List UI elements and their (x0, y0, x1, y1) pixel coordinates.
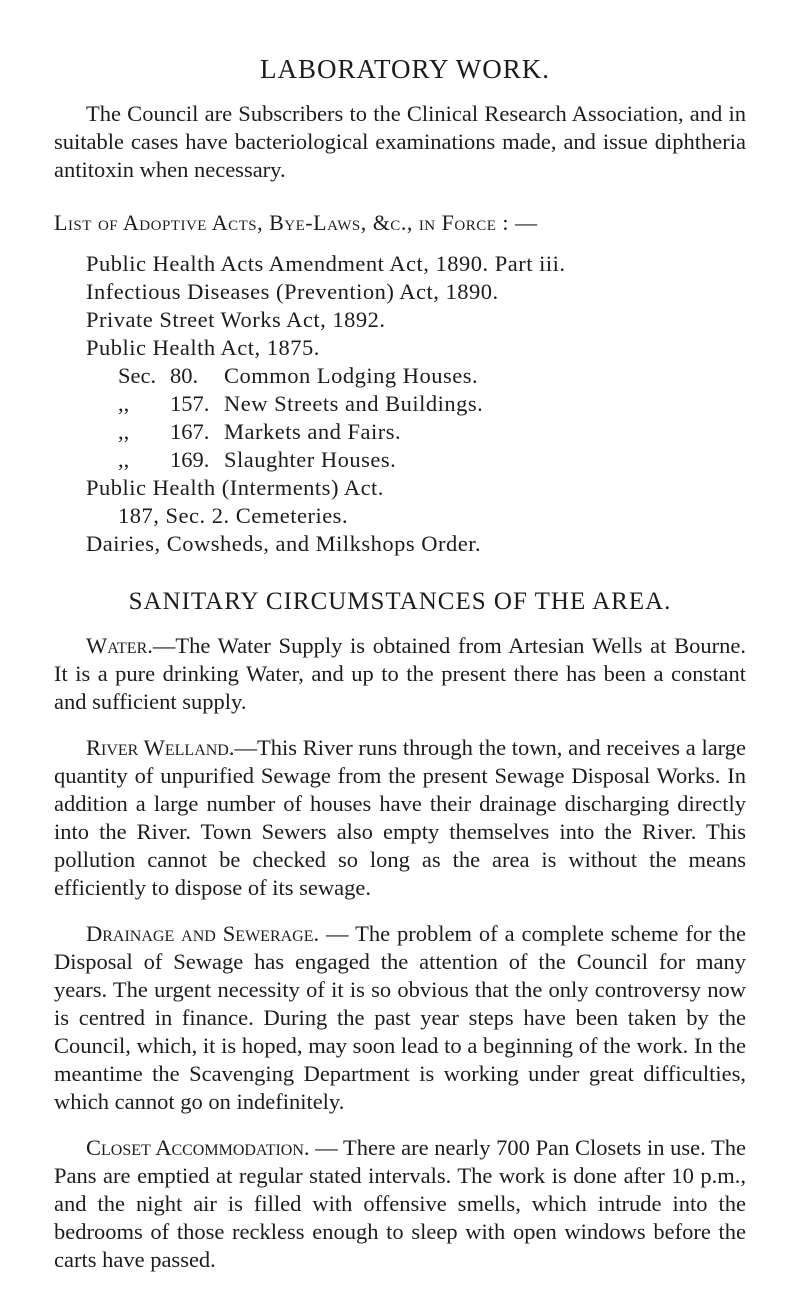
act-item: Private Street Works Act, 1892. (86, 307, 386, 332)
section-title: Closet Accommodation. (86, 1135, 310, 1160)
adoptive-acts-list (86, 250, 746, 558)
heading-laboratory-work: LABORATORY WORK. (259, 54, 551, 84)
adoptive-acts-heading: List of Adoptive Acts, Bye-Laws, &c., in Force : — (54, 210, 538, 235)
section-river-welland: River Welland.—This River runs through the town, and receives a large quantity of unpurified Sewage from the present Sewage Disposal Works. In addition a large number of houses have their drainage discharging directly into the River. Town Sewers also empty themselves into the River. This pollution cannot be checked so long as the area is without the means efficiently to dispose of its sewage. (54, 735, 747, 900)
section-drainage-sewerage: Drainage and Sewerage. — The problem of a complete scheme for the Disposal of Sewage has engaged the attention of the Council for many years. The urgent necessity of it is so obvious that the only controversy now is centred in finance. During the past year steps have been taken by the Council, which, it is hoped, may soon lead to a beginning of the work. In the meantime the Scavenging Department is working under great difficulties, which cannot go on indefinitely. (54, 921, 746, 1114)
laboratory-paragraph: The Council are Subscribers to the Clinical Research Association, and in suitable cases have bacteriological examinations made, and issue diphtheria antitoxin when necessary. (54, 101, 746, 182)
act-item: Public Health (Interments) Act. (86, 475, 384, 500)
section-title: Drainage and Sewerage. (86, 921, 320, 946)
act-item: 187, Sec. 2. Cemeteries. (118, 503, 349, 528)
section-water: Water.—The Water Supply is obtained from Artesian Wells at Bourne. It is a pure drinking Water, and up to the present there has been a constant and sufficient supply. (54, 633, 746, 714)
act-section-item: Sec. 80. Common Lodging Houses. (118, 363, 479, 388)
section-title: River Welland. (86, 735, 235, 760)
act-section-item: ,, 167. Markets and Fairs. (118, 419, 402, 444)
act-section-item: ,, 169. Slaughter Houses. (118, 447, 397, 472)
section-closet-accommodation: Closet Accommodation. — There are nearly 700 Pan Closets in use. The Pans are emptied at regular stated intervals. The work is done after 10 p.m., and the night air is filled with offensive smells, which intrude into the bedrooms of those reckless enough to sleep with open windows before the carts have passed. (54, 1135, 746, 1272)
act-item: Infectious Diseases (Prevention) Act, 1890. (86, 279, 499, 304)
act-item: Public Health Act, 1875. (86, 335, 320, 360)
act-item: Public Health Acts Amendment Act, 1890. Part iii. (86, 251, 566, 276)
heading-sanitary-circumstances: SANITARY CIRCUMSTANCES OF THE AREA. (128, 588, 672, 615)
act-item: Dairies, Cowsheds, and Milkshops Order. (86, 531, 482, 556)
act-section-item: ,, 157. New Streets and Buildings. (118, 391, 484, 416)
section-title: Water. (86, 633, 153, 658)
